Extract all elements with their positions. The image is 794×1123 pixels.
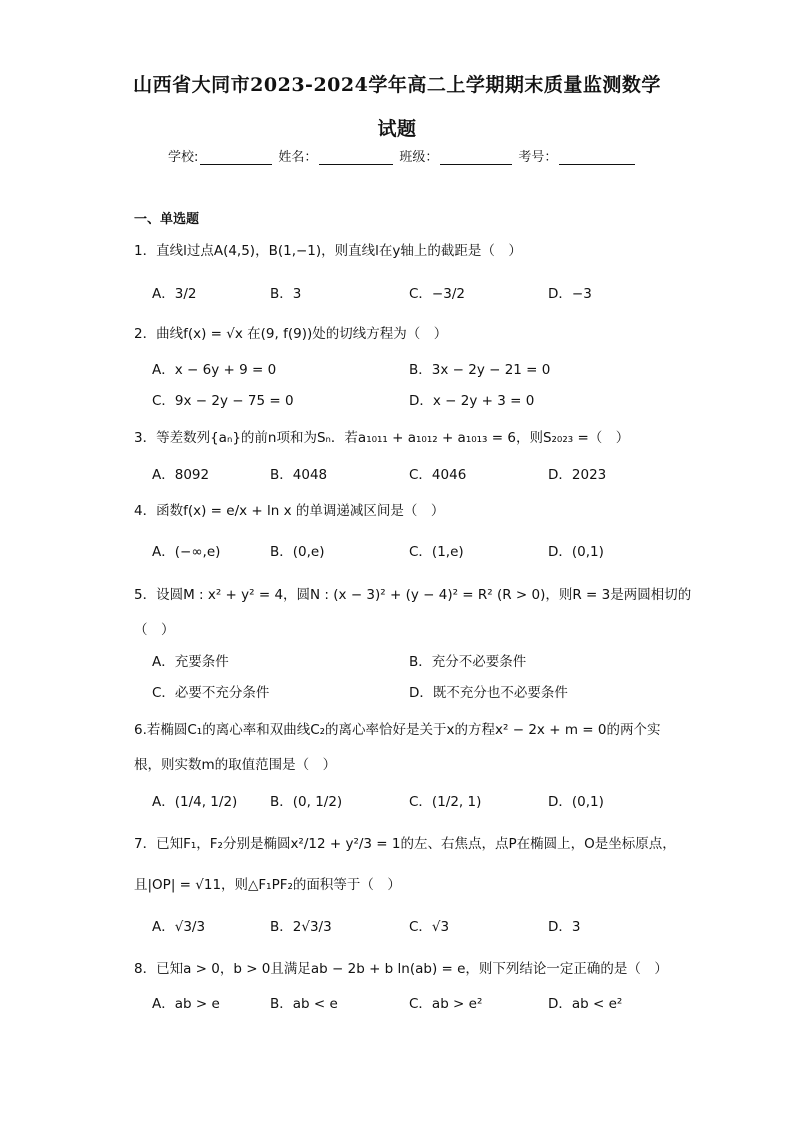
question-6-stem-cont: 根，则实数m的取值范围是（ ） xyxy=(134,757,337,773)
q6-option-d[interactable]: D．(0,1) xyxy=(548,794,604,810)
q8-option-b[interactable]: B．ab < e xyxy=(270,996,338,1012)
q4-option-c[interactable]: C．(1,e) xyxy=(409,544,464,560)
q4-option-b[interactable]: B．(0,e) xyxy=(270,544,325,560)
q4-option-d[interactable]: D．(0,1) xyxy=(548,544,604,560)
class-label: 班级： xyxy=(399,150,439,165)
q1-option-d[interactable]: D．−3 xyxy=(548,286,592,302)
q8-option-c[interactable]: C．ab > e² xyxy=(409,996,483,1012)
exam-number-field[interactable] xyxy=(518,146,635,165)
student-info-row xyxy=(168,146,641,165)
q7-option-b[interactable]: B．2√3/3 xyxy=(270,919,332,935)
name-field[interactable] xyxy=(278,146,393,165)
page-title-line2: 试题 xyxy=(377,118,417,140)
q6-option-a[interactable]: A．(1/4, 1/2) xyxy=(152,794,238,810)
q6-option-b[interactable]: B．(0, 1/2) xyxy=(270,794,343,810)
q3-option-a[interactable]: A．8092 xyxy=(152,467,210,483)
q3-option-b[interactable]: B．4048 xyxy=(270,467,328,483)
school-label: 学校: xyxy=(168,150,199,165)
question-1-stem: 1．直线l过点A(4,5)，B(1,−1)，则直线l在y轴上的截距是（ ） xyxy=(134,243,522,259)
school-field[interactable] xyxy=(168,146,272,165)
class-field[interactable] xyxy=(399,146,512,165)
question-5-stem: 5．设圆M : x² + y² = 4，圆N : (x − 3)² + (y − 4)² = R² (R > 0)，则R = 3是两圆相切的 xyxy=(134,587,692,603)
q6-option-c[interactable]: C．(1/2, 1) xyxy=(409,794,482,810)
question-3-stem: 3．等差数列{aₙ}的前n项和为Sₙ．若a₁₀₁₁ + a₁₀₁₂ + a₁₀₁₃ = 6，则S₂₀₂₃ =（ ） xyxy=(134,430,630,446)
exam-number-label: 考号： xyxy=(518,150,558,165)
name-label: 姓名： xyxy=(278,150,318,165)
q2-option-b[interactable]: B．3x − 2y − 21 = 0 xyxy=(409,362,551,378)
q2-option-d[interactable]: D．x − 2y + 3 = 0 xyxy=(409,393,535,409)
q3-option-d[interactable]: D．2023 xyxy=(548,467,607,483)
q5-option-a[interactable]: A．充要条件 xyxy=(152,654,229,670)
q7-option-d[interactable]: D．3 xyxy=(548,919,581,935)
q2-option-a[interactable]: A．x − 6y + 9 = 0 xyxy=(152,362,277,378)
q1-option-a[interactable]: A．3/2 xyxy=(152,286,197,302)
question-8-stem: 8．已知a > 0，b > 0且满足ab − 2b + b ln(ab) = e，则下列结论一定正确的是（ ） xyxy=(134,961,668,977)
question-5-stem-cont: （ ） xyxy=(134,622,175,638)
question-4-stem: 4．函数f(x) = e/x + ln x 的单调递减区间是（ ） xyxy=(134,503,445,519)
q5-option-c[interactable]: C．必要不充分条件 xyxy=(152,685,270,701)
question-2-stem: 2．曲线f(x) = √x 在(9, f(9))处的切线方程为（ ） xyxy=(134,326,448,342)
q7-option-a[interactable]: A．√3/3 xyxy=(152,919,206,935)
q1-option-b[interactable]: B．3 xyxy=(270,286,302,302)
question-7-stem: 7．已知F₁，F₂分别是椭圆x²/12 + y²/3 = 1的左、右焦点，点P在椭圆上，O是坐标原点， xyxy=(134,836,676,852)
q2-option-c[interactable]: C．9x − 2y − 75 = 0 xyxy=(152,393,294,409)
q8-option-d[interactable]: D．ab < e² xyxy=(548,996,623,1012)
q5-option-d[interactable]: D．既不充分也不必要条件 xyxy=(409,685,568,701)
question-7-stem-cont: 且|OP| = √11，则△F₁PF₂的面积等于（ ） xyxy=(134,877,401,893)
q3-option-c[interactable]: C．4046 xyxy=(409,467,467,483)
q7-option-c[interactable]: C．√3 xyxy=(409,919,450,935)
section-heading: 一、单选题 xyxy=(134,212,200,227)
q8-option-a[interactable]: A．ab > e xyxy=(152,996,220,1012)
page-title: 山西省大同市2023-2024学年高二上学期期末质量监测数学 xyxy=(133,74,661,96)
q4-option-a[interactable]: A．(−∞,e) xyxy=(152,544,221,560)
q5-option-b[interactable]: B．充分不必要条件 xyxy=(409,654,527,670)
question-6-stem: 6.若椭圆C₁的离心率和双曲线C₂的离心率恰好是关于x的方程x² − 2x + m = 0的两个实 xyxy=(134,722,661,738)
q1-option-c[interactable]: C．−3/2 xyxy=(409,286,465,302)
